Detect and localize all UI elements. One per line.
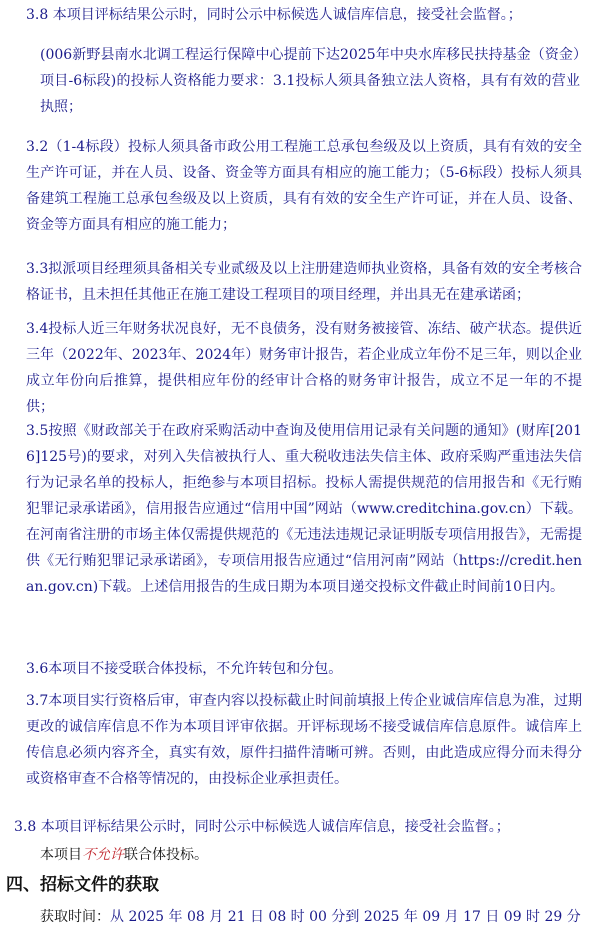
clause-3-3: 3.3拟派项目经理须具备相关专业贰级及以上注册建造师执业资格，具备有效的安全考核合格证书，且未担任其他正在施工建设工程项目的项目经理，并出具无在建承诺函； (26, 261, 582, 303)
acquire-time-line (40, 904, 581, 930)
clause-3-8-top: 3.8 本项目评标结果公示时，同时公示中标候选人诚信库信息，接受社会监督。； (26, 7, 522, 23)
consortium-note (40, 842, 582, 868)
section-four-heading: 四、招标文件的获取 (6, 875, 159, 895)
clause-3-4: 3.4投标人近三年财务状况良好，无不良债务，没有财务被接管、冻结、破产状态。提供近三年（2022年、2023年、2024年）财务审计报告，若企业成立年份不足三年，则以企业成立年份向后推算，提供相应年份的经审计合格的财务审计报告，成立不足一年的不提供； (26, 321, 582, 415)
consortium-note-prefix: 本项目 (40, 847, 82, 863)
clause-3-5: 3.5按照《财政部关于在政府采购活动中查询及使用信用记录有关问题的通知》(财库[2016]125号)的要求，对列入失信被执行人、重大税收违法失信主体、政府采购严重违法失信行为记录名单的投标人，拒绝参与本项目招标。投标人需提供规范的信用报告和《无行贿犯罪记录承诺函》，信用报告应通过“信用中国”网站（www.creditchina.gov.cn）下载。在河南省注册的市场主体仅需提供规范的《无违法违规记录证明版专项信用报告》，无需提供《无行贿犯罪记录承诺函》，专项信用报告应通过“信用河南”网站（https://credit.henan.gov.cn)下载。上述信用报告的生成日期为本项目递交投标文件截止时间前10日内。 (26, 423, 582, 595)
consortium-note-emphasis: 不允许 (82, 847, 124, 863)
qualification-requirements: (006新野县南水北调工程运行保障中心提前下达2025年中央水库移民扶持基金（资金）项目-6标段)的投标人资格能力要求：3.1投标人须具备独立法人资格，具有有效的营业执照； (40, 47, 580, 115)
acquire-time-label: 获取时间： (40, 909, 110, 925)
clause-3-6: 3.6本项目不接受联合体投标，不允许转包和分包。 (26, 661, 343, 677)
clause-3-2: 3.2（1-4标段）投标人须具备市政公用工程施工总承包叁级及以上资质，具有有效的安全生产许可证，并在人员、设备、资金等方面具有相应的施工能力；（5-6标段）投标人须具备建筑工程施工总承包叁级及以上资质，具有有效的安全生产许可证，并在人员、设备、资金等方面具有相应的施工能力； (26, 139, 582, 233)
clause-3-7: 3.7本项目实行资格后审，审查内容以投标截止时间前填报上传企业诚信库信息为准，过期更改的诚信库信息不作为本项目评审依据。开评标现场不接受诚信库信息原件。诚信库上传信息必须内容齐全，真实有效，原件扫描件清晰可辨。否则，由此造成应得分而未得分或资格审查不合格等情况的，由投标企业承担责任。 (26, 693, 582, 787)
acquire-time-value: 从 2025 年 08 月 21 日 08 时 00 分到 2025 年 09 月 17 日 09 时 29 分 (110, 909, 581, 925)
consortium-note-suffix: 联合体投标。 (124, 847, 208, 863)
clause-3-8-bottom: 3.8 本项目评标结果公示时，同时公示中标候选人诚信库信息，接受社会监督。； (14, 819, 510, 835)
